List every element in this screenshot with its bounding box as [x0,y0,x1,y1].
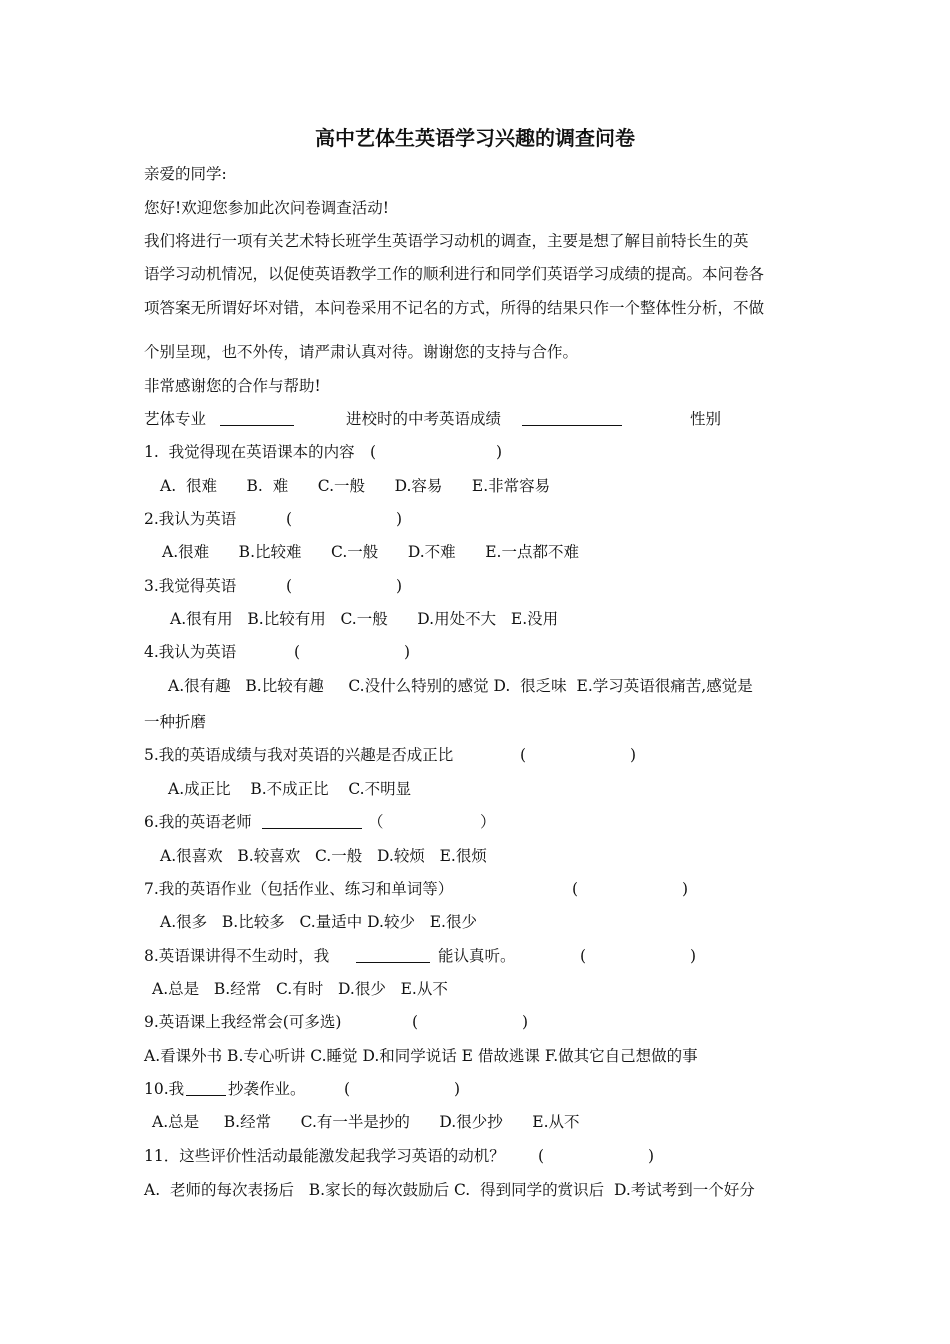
intro-line-4: 个别呈现，也不外传，请严肃认真对待。谢谢您的支持与合作。 [144,343,579,361]
intro-line-2: 语学习动机情况，以促使英语教学工作的顺利进行和同学们英语学习成绩的提高。本问卷各 [144,265,765,283]
q11-paren-close: ) [648,1147,655,1165]
q4-paren-close: ) [404,643,411,661]
question-8-tail: 能认真听。 [438,947,516,965]
q10-options[interactable]: A.总是 B.经常 C.有一半是抄的 D.很少抄 E.从不 [152,1113,580,1131]
question-7: 7.我的英语作业（包括作业、练习和单词等） [144,880,454,898]
info-gender-label: 性别 [690,410,722,428]
q9-paren-open: ( [412,1013,419,1031]
q1-options[interactable]: A. 很难 B. 难 C.一般 D.容易 E.非常容易 [160,477,551,495]
question-10: 10.我 [144,1080,185,1098]
question-2: 2.我认为英语 [144,510,237,528]
q10-paren-close: ) [454,1080,461,1098]
q2-paren-open: ( [286,510,293,528]
q6-paren-open: （ [368,813,384,831]
q6-paren-close: ） [480,813,496,831]
q3-paren-close: ) [396,577,403,595]
question-1: 1. 我觉得现在英语课本的内容 [144,443,355,461]
question-5: 5.我的英语成绩与我对英语的兴趣是否成正比 [144,746,454,764]
q11-paren-open: ( [538,1147,545,1165]
q6-blank[interactable] [262,812,362,829]
question-11: 11．这些评价性活动最能激发起我学习英语的动机？ [144,1147,505,1165]
q4-options[interactable]: A.很有趣 B.比较有趣 C.没什么特别的感觉 D. 很乏味 E.学习英语很痛苦,感觉是 [168,677,753,695]
q9-options[interactable]: A.看课外书 B.专心听讲 C.睡觉 D.和同学说话 E 借故逃课 F.做其它自己想做的事 [144,1047,698,1065]
q1-paren-close: ) [496,443,503,461]
thanks-line: 非常感谢您的合作与帮助! [144,377,321,395]
q6-options[interactable]: A.很喜欢 B.较喜欢 C.一般 D.较烦 E.很烦 [160,847,487,865]
question-4: 4.我认为英语 [144,643,237,661]
q2-options[interactable]: A.很难 B.比较难 C.一般 D.不难 E.一点都不难 [162,543,579,561]
q8-options[interactable]: A.总是 B.经常 C.有时 D.很少 E.从不 [152,980,448,998]
q9-paren-close: ) [522,1013,529,1031]
q5-paren-open: ( [520,746,527,764]
welcome-line: 您好!欢迎您参加此次问卷调查活动! [144,199,389,217]
question-6: 6.我的英语老师 [144,813,252,831]
q4-options-cont: 一种折磨 [144,713,207,731]
q7-options[interactable]: A.很多 B.比较多 C.量适中 D.较少 E.很少 [160,913,477,931]
q7-paren-close: ) [682,880,689,898]
q5-options[interactable]: A.成正比 B.不成正比 C.不明显 [168,780,412,798]
q8-paren-close: ) [690,947,697,965]
q8-blank[interactable] [356,946,430,963]
page-title: 高中艺体生英语学习兴趣的调查问卷 [315,126,635,150]
q1-paren-open: ( [370,443,377,461]
info-major-label: 艺体专业 [144,410,207,428]
question-10-tail: 抄袭作业。 [228,1080,306,1098]
question-8: 8.英语课讲得不生动时，我 [144,947,330,965]
info-score-label: 进校时的中考英语成绩 [346,410,502,428]
q7-paren-open: ( [572,880,579,898]
major-blank[interactable] [220,409,294,426]
q3-options[interactable]: A.很有用 B.比较有用 C.一般 D.用处不大 E.没用 [170,610,559,628]
q10-paren-open: ( [344,1080,351,1098]
q8-paren-open: ( [580,947,587,965]
q5-paren-close: ) [630,746,637,764]
score-blank[interactable] [522,409,622,426]
q2-paren-close: ) [396,510,403,528]
question-9: 9.英语课上我经常会(可多选) [144,1013,342,1031]
q4-paren-open: ( [294,643,301,661]
q11-options[interactable]: A. 老师的每次表扬后 B.家长的每次鼓励后 C. 得到同学的赏识后 D.考试考到一个好分 [144,1181,755,1199]
intro-line-3: 项答案无所谓好坏对错，本问卷采用不记名的方式，所得的结果只作一个整体性分析，不做 [144,299,765,317]
intro-line-1: 我们将进行一项有关艺术特长班学生英语学习动机的调查，主要是想了解目前特长生的英 [144,232,749,250]
q10-blank[interactable] [186,1079,226,1096]
question-3: 3.我觉得英语 [144,577,237,595]
greeting: 亲爱的同学: [144,165,227,183]
q3-paren-open: ( [286,577,293,595]
